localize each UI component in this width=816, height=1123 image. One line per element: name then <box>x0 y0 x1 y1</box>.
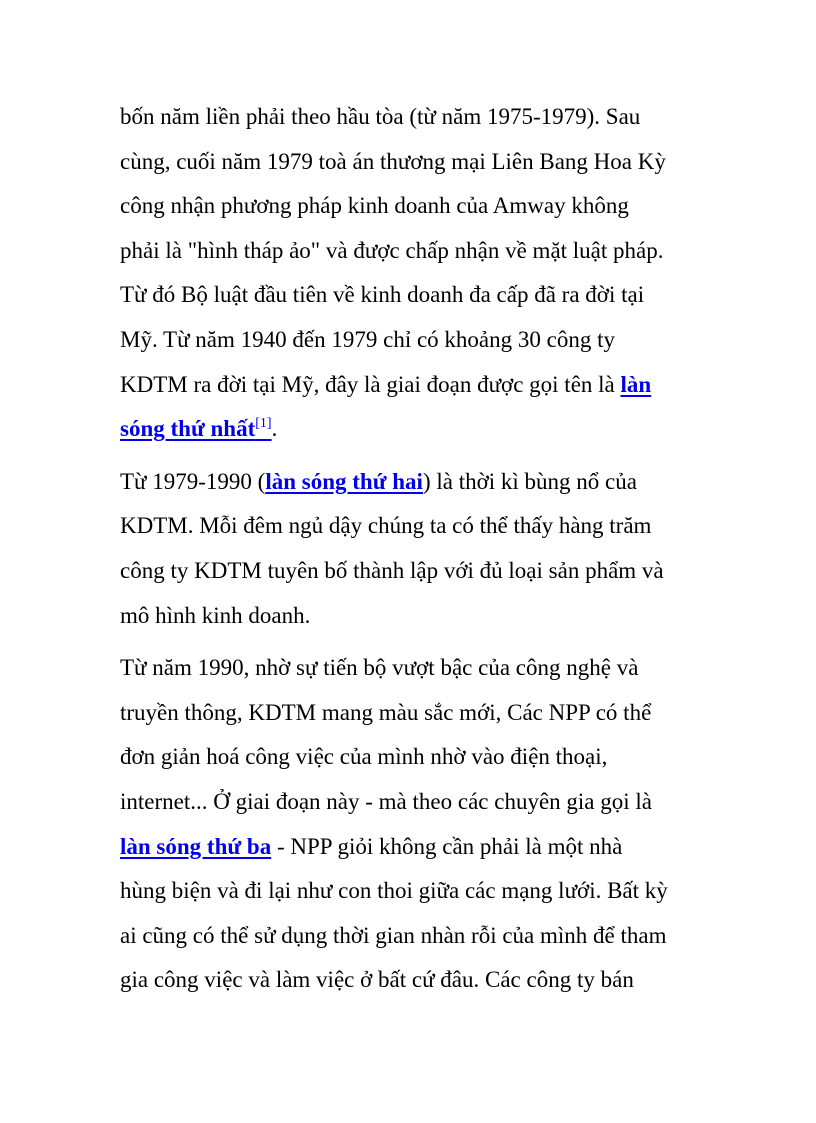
text-line: đơn giản hoá công việc của mình nhờ vào điện thoại, <box>120 744 608 770</box>
paragraph-second-wave <box>120 460 700 638</box>
text-line <box>120 460 700 505</box>
link-third-wave[interactable]: làn sóng thứ ba <box>120 833 272 859</box>
text-line: internet... Ở giai đoạn này - mà theo các chuyên gia gọi là <box>120 788 652 814</box>
document-page <box>120 95 700 1011</box>
text-run: - NPP giỏi không cần phải là một nhà <box>271 833 623 859</box>
paragraph-third-wave <box>120 646 700 1003</box>
text-line: Từ đó Bộ luật đầu tiên về kinh doanh đa cấp đã ra đời tại <box>120 282 645 308</box>
text-line: mô hình kinh doanh. <box>120 602 311 628</box>
link-first-wave-part2[interactable] <box>120 416 272 441</box>
text-line: cùng, cuối năm 1979 toà án thương mại Liên Bang Hoa Kỳ <box>120 148 666 174</box>
reference-marker: [1] <box>255 416 272 432</box>
text-run: . <box>271 416 278 442</box>
text-line: truyền thông, KDTM mang màu sắc mới, Các NPP có thể <box>120 699 652 725</box>
text-line: phải là "hình tháp ảo" và được chấp nhận về mặt luật pháp. <box>120 237 664 263</box>
text-line: bốn năm liền phải theo hầu tòa (từ năm 1975-1979). Sau <box>120 104 641 129</box>
paragraph-first-wave <box>120 95 700 452</box>
text-line: hùng biện và đi lại như con thoi giữa các mạng lưới. Bất kỳ <box>120 878 668 904</box>
text-line <box>120 825 700 870</box>
text-line: công nhận phương pháp kinh doanh của Amway không <box>120 193 629 219</box>
text-line: ai cũng có thể sử dụng thời gian nhàn rỗi của mình để tham <box>120 922 667 948</box>
link-first-wave-part1[interactable]: làn <box>620 371 652 397</box>
text-run: Từ 1979-1990 ( <box>120 468 266 494</box>
text-run: ) là thời kì bùng nổ của <box>422 468 637 494</box>
text-line: Mỹ. Từ năm 1940 đến 1979 chỉ có khoảng 30 công ty <box>120 326 615 352</box>
text-line: Từ năm 1990, nhờ sự tiến bộ vượt bậc của công nghệ và <box>120 655 639 681</box>
text-line <box>120 407 700 452</box>
text-line <box>120 363 700 408</box>
link-second-wave[interactable]: làn sóng thứ hai <box>265 468 423 494</box>
text-run: KDTM ra đời tại Mỹ, đây là giai đoạn được gọi tên là <box>120 371 621 397</box>
text-line: KDTM. Mỗi đêm ngủ dậy chúng ta có thể thấy hàng trăm <box>120 513 652 539</box>
link-first-wave-text: sóng thứ nhất <box>120 416 256 442</box>
text-line: gia công việc và làm việc ở bất cứ đâu. Các công ty bán <box>120 967 634 993</box>
text-line: công ty KDTM tuyên bố thành lập với đủ loại sản phẩm và <box>120 557 664 583</box>
